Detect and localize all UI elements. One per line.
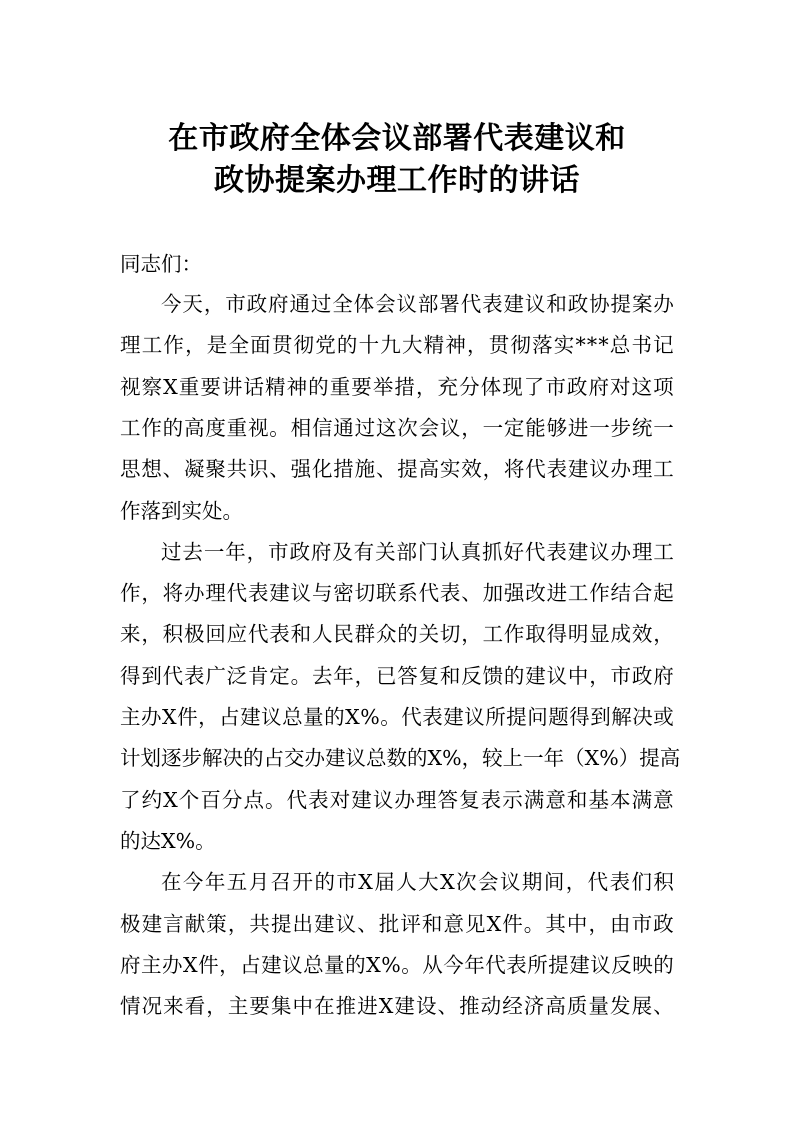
body-text-line: 主 办 X 件 ， 占 建 议 总 量 的 X % 。 代 表 建 议 所 提 问 题 得 到 解 决 或 [120, 705, 674, 729]
document-title-line-2: 政协提案办理工作时的讲话 [214, 163, 580, 198]
body-text-line: 情 况 来 看 ， 主 要 集 中 在 推 进 X 建 设 、 推 动 经 济 高 质 量 发 展 、 [120, 994, 674, 1019]
body-text-line: 来 ， 积 极 回 应 代 表 和 人 民 群 众 的 关 切 ， 工 作 取 得 明 显 成 效 ， [120, 622, 674, 647]
body-text-line: 理 工 作 ， 是 全 面 贯 彻 党 的 十 九 大 精 神 ， 贯 彻 落 实 * * * 总 书 记 [120, 333, 674, 358]
body-text-line: 今 天 ， 市 政 府 通 过 全 体 会 议 部 署 代 表 建 议 和 政 协 提 案 办 [161, 292, 674, 316]
body-text-line: 过 去 一 年 ， 市 政 府 及 有 关 部 门 认 真 抓 好 代 表 建 议 办 理 工 [161, 539, 674, 564]
body-text-line: 极 建 言 献 策 ， 共 提 出 建 议 、 批 评 和 意 见 X 件 。 其 中 ， 由 市 政 [120, 911, 674, 936]
body-text-line: 工 作 的 高 度 重 视 。 相 信 通 过 这 次 会 议 ， 一 定 能 够 进 一 步 统 一 [120, 415, 674, 440]
body-text-line: 思 想 、 凝 聚 共 识 、 强 化 措 施 、 提 高 实 效 ， 将 代 表 建 议 办 理 工 [120, 457, 674, 482]
body-text-line: 在 今 年 五 月 召 开 的 市 X 届 人 大 X 次 会 议 期 间 ， 代 表 们 积 [161, 870, 674, 895]
body-text-line: 了 约 X 个 百 分 点 。 代 表 对 建 议 办 理 答 复 表 示 满 意 和 基 本 满 意 [120, 787, 674, 812]
body-text-line: 视 察 X 重 要 讲 话 精 神 的 重 要 举 措 ， 充 分 体 现 了 市 政 府 对 这 项 [120, 374, 674, 399]
body-text-line: 计 划 逐 步 解 决 的 占 交 办 建 议 总 数 的 X % ， 较 上 一 年 （ X % ） 提 高 [120, 746, 681, 771]
body-text-line: 府 主 办 X 件 ， 占 建 议 总 量 的 X % 。 从 今 年 代 表 所 提 建 议 反 映 的 [120, 952, 674, 977]
salutation: 同志们： [120, 252, 202, 276]
body-text-line: 得 到 代 表 广 泛 肯 定 。 去 年 ， 已 答 复 和 反 馈 的 建 议 中 ， 市 政 府 [120, 663, 674, 688]
body-text-line: 的达X%。 [120, 828, 216, 853]
document-title-line-1: 在市政府全体会议部署代表建议和 [168, 121, 626, 156]
body-text-line: 作 ， 将 办 理 代 表 建 议 与 密 切 联 系 代 表 、 加 强 改 进 工 作 结 合 起 [120, 581, 674, 606]
body-text-line: 作落到实处。 [120, 498, 243, 523]
